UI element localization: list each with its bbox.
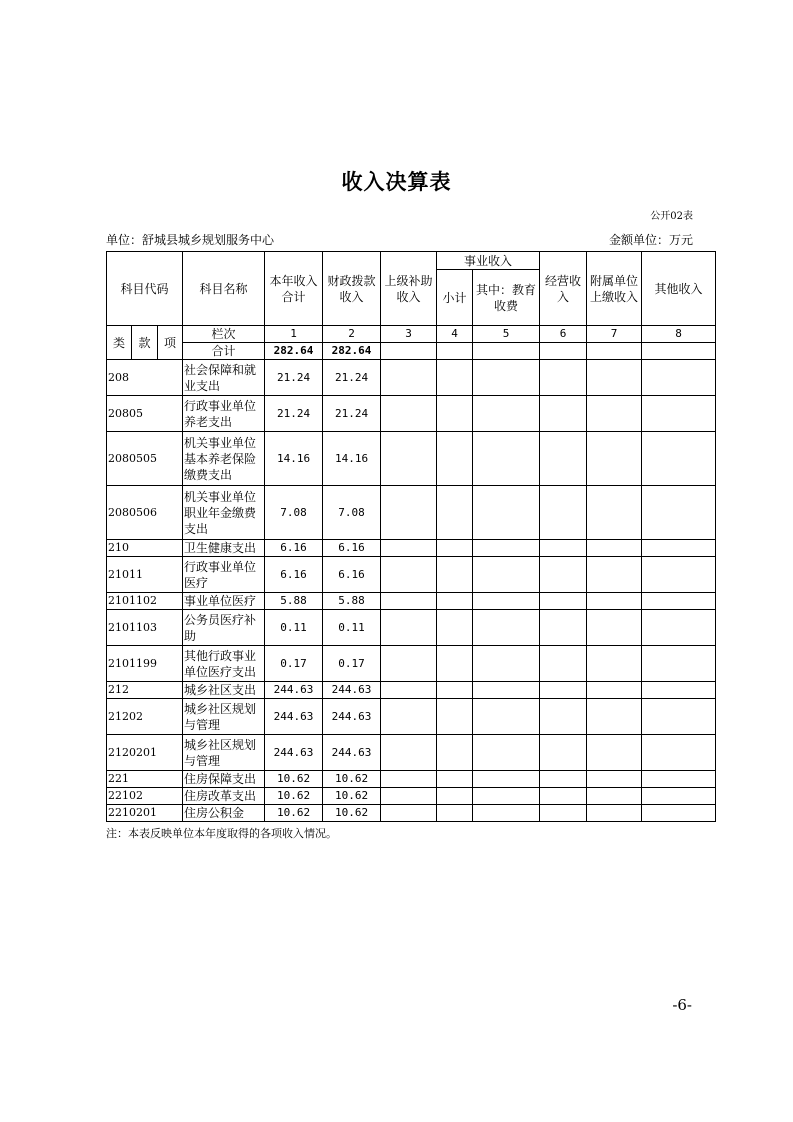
header-education: 其中：教育收费	[473, 270, 540, 326]
empty-cell	[381, 360, 437, 396]
empty-cell	[587, 788, 642, 805]
fiscal-amount: 6.16	[323, 540, 381, 557]
empty-cell	[587, 805, 642, 822]
empty-cell	[587, 360, 642, 396]
empty-cell	[381, 396, 437, 432]
total-row	[107, 343, 716, 360]
fiscal-amount: 10.62	[323, 771, 381, 788]
header-subtotal: 小计	[437, 270, 473, 326]
total-amount: 6.16	[265, 540, 323, 557]
empty-cell	[540, 788, 587, 805]
header-total: 本年收入合计	[265, 252, 323, 326]
empty-cell	[437, 343, 473, 360]
empty-cell	[587, 396, 642, 432]
empty-cell	[473, 646, 540, 682]
subject-code: 2080506	[107, 486, 183, 540]
empty-cell	[587, 486, 642, 540]
total-amount: 10.62	[265, 788, 323, 805]
empty-cell	[473, 610, 540, 646]
empty-cell	[587, 540, 642, 557]
empty-cell	[642, 486, 716, 540]
empty-cell	[642, 610, 716, 646]
empty-cell	[473, 735, 540, 771]
subject-code: 2101102	[107, 593, 183, 610]
empty-cell	[540, 593, 587, 610]
empty-cell	[642, 771, 716, 788]
empty-cell	[437, 788, 473, 805]
header-operating: 经营收入	[540, 252, 587, 326]
empty-cell	[437, 735, 473, 771]
empty-cell	[381, 432, 437, 486]
empty-cell	[642, 788, 716, 805]
column-number: 4	[437, 326, 473, 343]
subject-name: 机关事业单位基本养老保险缴费支出	[183, 432, 265, 486]
empty-cell	[540, 343, 587, 360]
fiscal-amount: 10.62	[323, 788, 381, 805]
total-amount: 6.16	[265, 557, 323, 593]
total-amount: 21.24	[265, 396, 323, 432]
fiscal-amount: 6.16	[323, 557, 381, 593]
subject-code: 2101199	[107, 646, 183, 682]
empty-cell	[437, 540, 473, 557]
subject-name: 社会保障和就业支出	[183, 360, 265, 396]
table-row	[107, 646, 716, 682]
header-xiang: 项	[158, 326, 183, 360]
fiscal-amount: 0.11	[323, 610, 381, 646]
table-row	[107, 396, 716, 432]
header-subsidy: 上级补助收入	[381, 252, 437, 326]
table-row	[107, 540, 716, 557]
empty-cell	[437, 805, 473, 822]
empty-cell	[587, 557, 642, 593]
empty-cell	[642, 343, 716, 360]
empty-cell	[473, 593, 540, 610]
income-table	[106, 251, 716, 822]
empty-cell	[540, 432, 587, 486]
total-fiscal: 282.64	[323, 343, 381, 360]
subject-code: 2210201	[107, 805, 183, 822]
amount-unit-label: 金额单位：万元	[608, 233, 693, 247]
subject-name: 行政事业单位养老支出	[183, 396, 265, 432]
empty-cell	[642, 735, 716, 771]
empty-cell	[587, 735, 642, 771]
column-number: 2	[323, 326, 381, 343]
column-number: 6	[540, 326, 587, 343]
subject-name: 城乡社区规划与管理	[183, 735, 265, 771]
empty-cell	[437, 771, 473, 788]
empty-cell	[473, 343, 540, 360]
table-row	[107, 735, 716, 771]
subject-code: 208	[107, 360, 183, 396]
empty-cell	[437, 682, 473, 699]
empty-cell	[540, 699, 587, 735]
subject-name: 机关事业单位职业年金缴费支出	[183, 486, 265, 540]
empty-cell	[473, 540, 540, 557]
subject-name: 公务员医疗补助	[183, 610, 265, 646]
total-amount: 10.62	[265, 771, 323, 788]
total-amount: 7.08	[265, 486, 323, 540]
table-row	[107, 360, 716, 396]
empty-cell	[473, 557, 540, 593]
empty-cell	[587, 699, 642, 735]
unit-label: 单位：舒城县城乡规划服务中心	[106, 233, 275, 247]
empty-cell	[540, 771, 587, 788]
total-amount: 21.24	[265, 360, 323, 396]
header-kuan: 款	[132, 326, 158, 360]
empty-cell	[381, 593, 437, 610]
total-amount: 244.63	[265, 735, 323, 771]
subject-code: 2101103	[107, 610, 183, 646]
header-subject-code: 科目代码	[107, 252, 183, 326]
empty-cell	[381, 805, 437, 822]
empty-cell	[437, 557, 473, 593]
empty-cell	[587, 593, 642, 610]
empty-cell	[473, 805, 540, 822]
empty-cell	[540, 557, 587, 593]
empty-cell	[381, 646, 437, 682]
empty-cell	[381, 610, 437, 646]
empty-cell	[437, 432, 473, 486]
total-amount: 0.11	[265, 610, 323, 646]
subject-name: 住房公积金	[183, 805, 265, 822]
header-affiliated: 附属单位上缴收入	[587, 252, 642, 326]
table-row	[107, 788, 716, 805]
table-row	[107, 610, 716, 646]
header-career: 事业收入	[437, 252, 540, 270]
table-row	[107, 699, 716, 735]
fiscal-amount: 21.24	[323, 396, 381, 432]
fiscal-amount: 7.08	[323, 486, 381, 540]
table-row	[107, 557, 716, 593]
subject-name: 住房保障支出	[183, 771, 265, 788]
empty-cell	[642, 646, 716, 682]
empty-cell	[437, 699, 473, 735]
subject-code: 21011	[107, 557, 183, 593]
column-number: 8	[642, 326, 716, 343]
table-note: 注：本表反映单位本年度取得的各项收入情况。	[106, 827, 337, 840]
fiscal-amount: 244.63	[323, 699, 381, 735]
empty-cell	[587, 682, 642, 699]
column-number: 7	[587, 326, 642, 343]
empty-cell	[587, 343, 642, 360]
table-row	[107, 805, 716, 822]
empty-cell	[540, 682, 587, 699]
empty-cell	[642, 557, 716, 593]
subject-code: 20805	[107, 396, 183, 432]
empty-cell	[642, 360, 716, 396]
subject-code: 212	[107, 682, 183, 699]
subject-code: 2080505	[107, 432, 183, 486]
empty-cell	[540, 646, 587, 682]
empty-cell	[473, 699, 540, 735]
header-lei: 类	[107, 326, 132, 360]
subject-code: 21202	[107, 699, 183, 735]
fiscal-amount: 10.62	[323, 805, 381, 822]
subject-name: 行政事业单位医疗	[183, 557, 265, 593]
subject-name: 城乡社区规划与管理	[183, 699, 265, 735]
table-row	[107, 771, 716, 788]
subject-code: 2120201	[107, 735, 183, 771]
column-number: 3	[381, 326, 437, 343]
subject-name: 城乡社区支出	[183, 682, 265, 699]
empty-cell	[473, 682, 540, 699]
table-row	[107, 682, 716, 699]
empty-cell	[642, 432, 716, 486]
empty-cell	[381, 788, 437, 805]
subject-name: 其他行政事业单位医疗支出	[183, 646, 265, 682]
empty-cell	[473, 771, 540, 788]
empty-cell	[473, 486, 540, 540]
empty-cell	[437, 646, 473, 682]
empty-cell	[642, 540, 716, 557]
empty-cell	[642, 699, 716, 735]
empty-cell	[473, 788, 540, 805]
header-subject-name: 科目名称	[183, 252, 265, 326]
empty-cell	[437, 610, 473, 646]
column-number: 1	[265, 326, 323, 343]
total-amount: 5.88	[265, 593, 323, 610]
empty-cell	[473, 432, 540, 486]
empty-cell	[473, 396, 540, 432]
empty-cell	[381, 682, 437, 699]
total-amount: 14.16	[265, 432, 323, 486]
table-row	[107, 486, 716, 540]
subject-code: 221	[107, 771, 183, 788]
empty-cell	[642, 396, 716, 432]
empty-cell	[437, 396, 473, 432]
header-other: 其他收入	[642, 252, 716, 326]
subject-code: 22102	[107, 788, 183, 805]
empty-cell	[381, 557, 437, 593]
empty-cell	[540, 735, 587, 771]
column-number-label: 栏次	[183, 326, 265, 343]
fiscal-amount: 244.63	[323, 735, 381, 771]
subject-code: 210	[107, 540, 183, 557]
table-row	[107, 593, 716, 610]
empty-cell	[642, 593, 716, 610]
empty-cell	[473, 360, 540, 396]
subject-name: 住房改革支出	[183, 788, 265, 805]
fiscal-amount: 21.24	[323, 360, 381, 396]
table-row	[107, 432, 716, 486]
empty-cell	[437, 360, 473, 396]
empty-cell	[381, 771, 437, 788]
fiscal-amount: 244.63	[323, 682, 381, 699]
page-title: 收入决算表	[341, 170, 452, 194]
empty-cell	[642, 682, 716, 699]
total-amount: 244.63	[265, 699, 323, 735]
total-label: 合计	[183, 343, 265, 360]
empty-cell	[540, 396, 587, 432]
empty-cell	[587, 432, 642, 486]
empty-cell	[381, 343, 437, 360]
empty-cell	[540, 540, 587, 557]
form-number: 公开02表	[650, 211, 693, 222]
total-amount: 0.17	[265, 646, 323, 682]
empty-cell	[540, 486, 587, 540]
empty-cell	[437, 593, 473, 610]
empty-cell	[540, 610, 587, 646]
empty-cell	[381, 540, 437, 557]
empty-cell	[587, 771, 642, 788]
fiscal-amount: 0.17	[323, 646, 381, 682]
fiscal-amount: 5.88	[323, 593, 381, 610]
header-fiscal: 财政拨款收入	[323, 252, 381, 326]
subject-name: 事业单位医疗	[183, 593, 265, 610]
empty-cell	[540, 805, 587, 822]
total-amount: 282.64	[265, 343, 323, 360]
empty-cell	[642, 805, 716, 822]
empty-cell	[381, 735, 437, 771]
empty-cell	[381, 486, 437, 540]
total-amount: 244.63	[265, 682, 323, 699]
empty-cell	[381, 699, 437, 735]
fiscal-amount: 14.16	[323, 432, 381, 486]
page-number: -6-	[672, 996, 692, 1014]
empty-cell	[437, 486, 473, 540]
empty-cell	[540, 360, 587, 396]
total-amount: 10.62	[265, 805, 323, 822]
column-number: 5	[473, 326, 540, 343]
subject-name: 卫生健康支出	[183, 540, 265, 557]
empty-cell	[587, 646, 642, 682]
empty-cell	[587, 610, 642, 646]
